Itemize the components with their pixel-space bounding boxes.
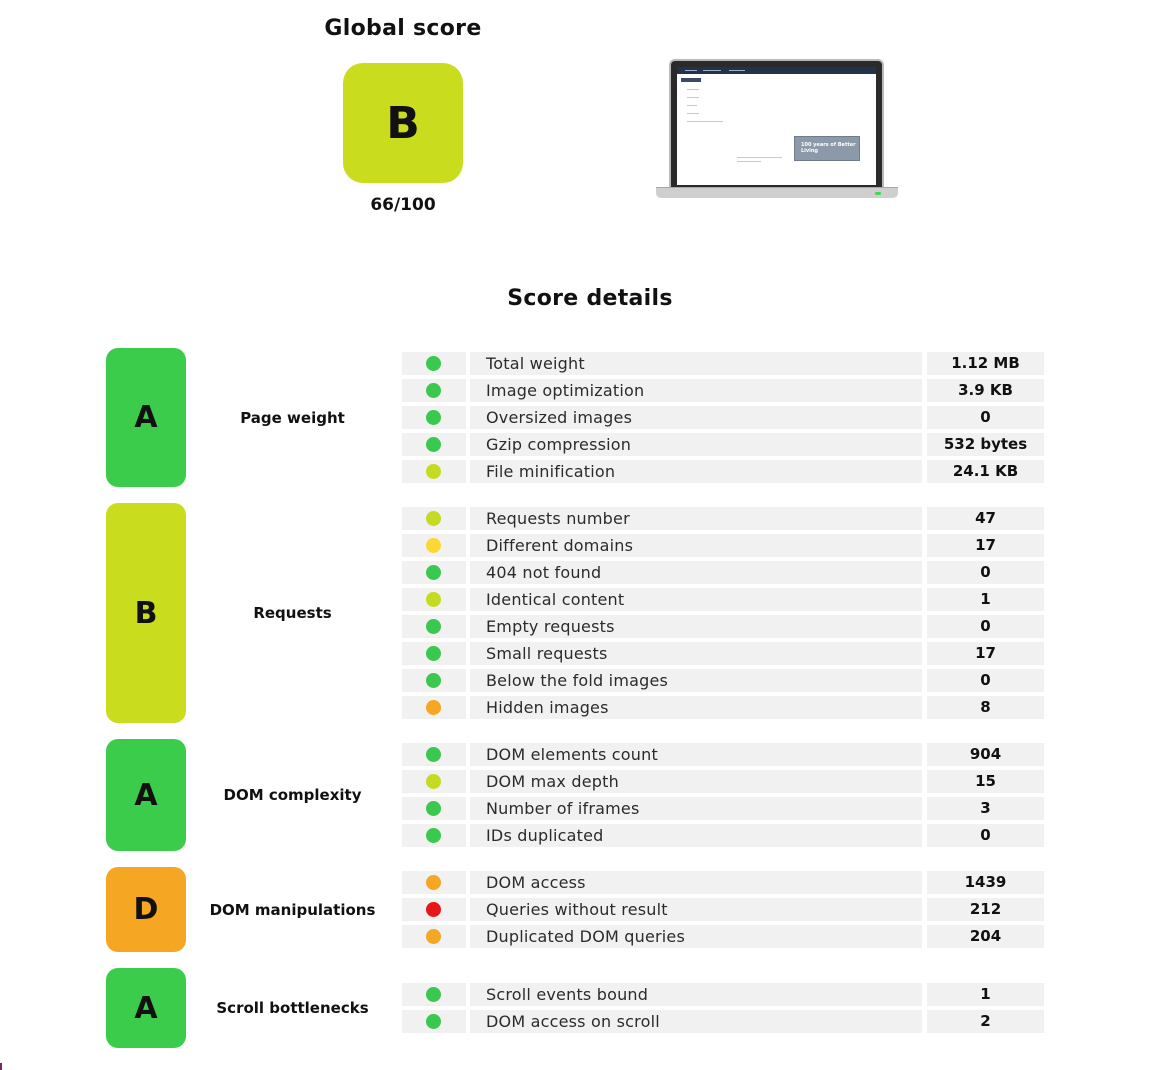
laptop-base xyxy=(656,187,898,198)
metric-value: 1 xyxy=(927,983,1044,1006)
section-label: Scroll bottlenecks xyxy=(216,999,369,1017)
status-dot-icon xyxy=(426,875,441,890)
metric-value: 15 xyxy=(927,770,1044,793)
status-cell xyxy=(402,642,466,665)
status-cell xyxy=(402,406,466,429)
section-label: DOM complexity xyxy=(223,786,362,804)
metric-label: Hidden images xyxy=(470,696,922,719)
status-cell xyxy=(402,898,466,921)
global-score-value: 66/100 xyxy=(370,195,436,215)
status-cell xyxy=(402,696,466,719)
status-dot-icon xyxy=(426,902,441,917)
metric-label: DOM elements count xyxy=(470,743,922,766)
status-dot-icon xyxy=(426,383,441,398)
metric-label: Empty requests xyxy=(470,615,922,638)
laptop-lid xyxy=(669,59,884,189)
metric-value: 212 xyxy=(927,898,1044,921)
metric-value: 8 xyxy=(927,696,1044,719)
metric-value: 2 xyxy=(927,1010,1044,1033)
status-dot-icon xyxy=(426,410,441,425)
status-cell xyxy=(402,561,466,584)
status-cell xyxy=(402,534,466,557)
status-dot-icon xyxy=(426,511,441,526)
metric-label: Identical content xyxy=(470,588,922,611)
section-label: DOM manipulations xyxy=(209,900,376,919)
metric-label: Oversized images xyxy=(470,406,922,429)
status-cell xyxy=(402,770,466,793)
status-cell xyxy=(402,460,466,483)
metric-value: 17 xyxy=(927,642,1044,665)
metric-value: 17 xyxy=(927,534,1044,557)
metric-label: Total weight xyxy=(470,352,922,375)
status-dot-icon xyxy=(426,673,441,688)
metric-label: DOM max depth xyxy=(470,770,922,793)
score-details-title: Score details xyxy=(507,286,673,311)
status-dot-icon xyxy=(426,747,441,762)
status-dot-icon xyxy=(426,828,441,843)
status-cell xyxy=(402,588,466,611)
metric-label: 404 not found xyxy=(470,561,922,584)
metric-label: Requests number xyxy=(470,507,922,530)
metric-label: Scroll events bound xyxy=(470,983,922,1006)
status-dot-icon xyxy=(426,538,441,553)
thumbnail-banner: 100 years of Better Living xyxy=(794,136,860,161)
section-grade-badge: B xyxy=(106,503,186,723)
status-dot-icon xyxy=(426,592,441,607)
status-dot-icon xyxy=(426,801,441,816)
section-grade-badge: A xyxy=(106,968,186,1048)
section-label: Page weight xyxy=(240,408,345,427)
metric-value: 1439 xyxy=(927,871,1044,894)
section-grade-badge: D xyxy=(106,867,186,952)
metric-value: 0 xyxy=(927,669,1044,692)
metric-label: DOM access on scroll xyxy=(470,1010,922,1033)
section-grade-badge: A xyxy=(106,348,186,487)
metric-label: Number of iframes xyxy=(470,797,922,820)
status-cell xyxy=(402,983,466,1006)
status-cell xyxy=(402,352,466,375)
metric-value: 1.12 MB xyxy=(927,352,1044,375)
status-cell xyxy=(402,797,466,820)
section-label: Requests xyxy=(253,604,332,622)
metric-label: IDs duplicated xyxy=(470,824,922,847)
page-screenshot-laptop xyxy=(656,59,898,199)
metric-label: Below the fold images xyxy=(470,669,922,692)
metric-value: 0 xyxy=(927,561,1044,584)
corner-mark xyxy=(0,1063,2,1070)
metric-label: Queries without result xyxy=(470,898,922,921)
metric-value: 24.1 KB xyxy=(927,460,1044,483)
metric-label: File minification xyxy=(470,460,922,483)
status-dot-icon xyxy=(426,565,441,580)
status-dot-icon xyxy=(426,1014,441,1029)
status-cell xyxy=(402,871,466,894)
metric-label: Small requests xyxy=(470,642,922,665)
thumbnail-topbar xyxy=(677,67,876,74)
metric-value: 47 xyxy=(927,507,1044,530)
metric-value: 532 bytes xyxy=(927,433,1044,456)
metric-label: Image optimization xyxy=(470,379,922,402)
metric-label: Different domains xyxy=(470,534,922,557)
metric-value: 1 xyxy=(927,588,1044,611)
status-cell xyxy=(402,1010,466,1033)
metric-value: 204 xyxy=(927,925,1044,948)
metric-value: 0 xyxy=(927,615,1044,638)
status-cell xyxy=(402,507,466,530)
laptop-led xyxy=(875,192,881,195)
status-cell xyxy=(402,615,466,638)
status-dot-icon xyxy=(426,619,441,634)
status-dot-icon xyxy=(426,464,441,479)
metric-label: Duplicated DOM queries xyxy=(470,925,922,948)
status-dot-icon xyxy=(426,774,441,789)
metric-value: 3 xyxy=(927,797,1044,820)
status-dot-icon xyxy=(426,700,441,715)
section-grade-badge: A xyxy=(106,739,186,851)
status-cell xyxy=(402,669,466,692)
status-cell xyxy=(402,925,466,948)
thumbnail-logo xyxy=(681,78,701,82)
status-cell xyxy=(402,379,466,402)
metric-value: 904 xyxy=(927,743,1044,766)
page-screenshot-thumbnail xyxy=(677,67,876,185)
status-dot-icon xyxy=(426,646,441,661)
global-score-title: Global score xyxy=(324,16,482,41)
status-dot-icon xyxy=(426,437,441,452)
status-cell xyxy=(402,743,466,766)
status-cell xyxy=(402,433,466,456)
metric-value: 0 xyxy=(927,824,1044,847)
status-dot-icon xyxy=(426,987,441,1002)
status-cell xyxy=(402,824,466,847)
status-dot-icon xyxy=(426,929,441,944)
metric-value: 3.9 KB xyxy=(927,379,1044,402)
metric-value: 0 xyxy=(927,406,1044,429)
status-dot-icon xyxy=(426,356,441,371)
metric-label: DOM access xyxy=(470,871,922,894)
metric-label: Gzip compression xyxy=(470,433,922,456)
global-grade-badge: B xyxy=(343,63,463,183)
